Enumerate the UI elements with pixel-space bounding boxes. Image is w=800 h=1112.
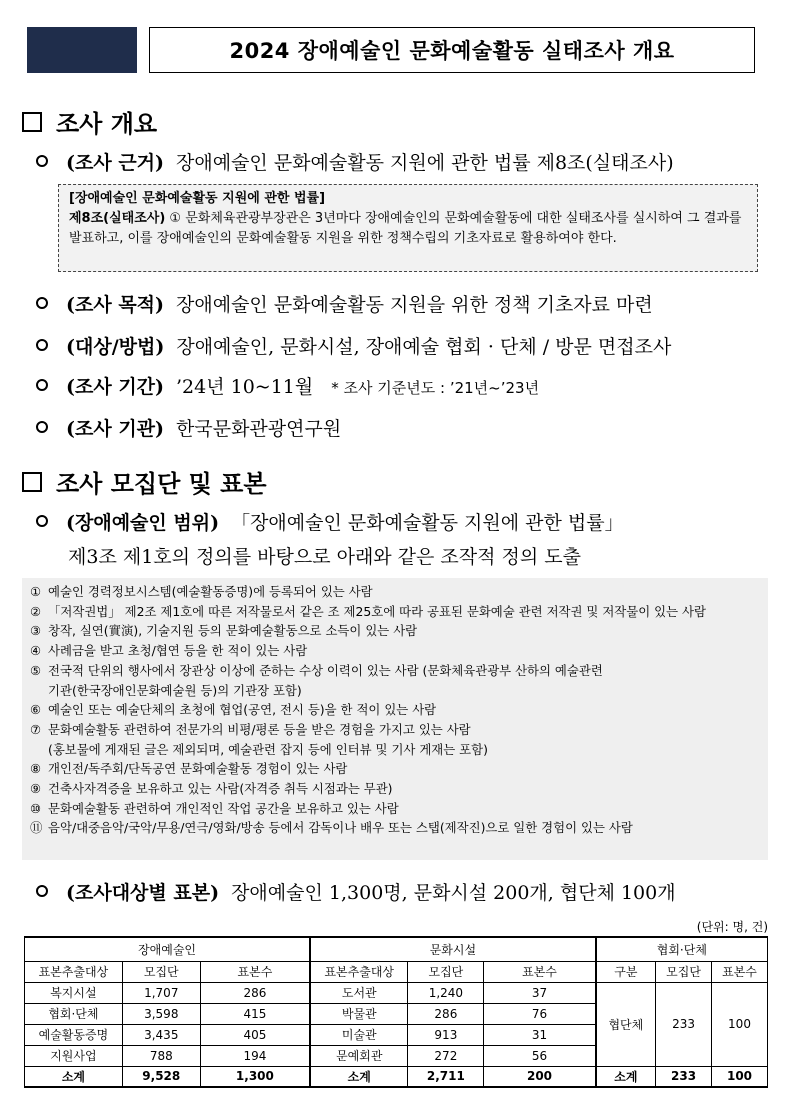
criteria-item (30, 602, 760, 622)
table-total-row (25, 1066, 768, 1087)
bullet-text: ’24년 10~11월 (176, 376, 314, 398)
bullet-text: 한국문화관광연구원 (176, 418, 342, 440)
cell: 3,435 (122, 1024, 200, 1045)
col-population: 모집단 (122, 961, 200, 982)
section-title-overview (22, 104, 157, 139)
law-box (58, 184, 758, 272)
bullet-key: (대상/방법) (66, 336, 165, 358)
cell: 복지시설 (25, 982, 123, 1003)
col-sample: 표본수 (484, 961, 596, 982)
cell: 56 (484, 1045, 596, 1066)
bullet-key: (조사 기간) (66, 376, 165, 398)
cell: 76 (484, 1003, 596, 1024)
bullet-key: (조사 기관) (66, 418, 165, 440)
criteria-num: ⑤ (30, 662, 42, 678)
criteria-item (30, 661, 760, 681)
criteria-num: ⑥ (30, 702, 42, 718)
circle-bullet-icon (36, 379, 48, 391)
criteria-num: ① (30, 584, 42, 599)
law-article: 제8조(실태조사) (69, 211, 166, 226)
header (27, 27, 755, 73)
orgs-sample-cell: 100 (712, 982, 768, 1066)
cell: 31 (484, 1024, 596, 1045)
bullet-key: (조사 목적) (66, 294, 165, 316)
criteria-item (30, 582, 760, 602)
criteria-text: 문화예술활동 관련하여 개인적인 작업 공간을 보유하고 있는 사람 (48, 800, 399, 816)
criteria-text: 문화예술활동 관련하여 전문가의 비평/평론 등을 받은 경험을 가지고 있는 사람 (48, 721, 471, 737)
criteria-text: 예술인 경력정보시스템(예술활동증명)에 등록되어 있는 사람 (48, 584, 373, 599)
criteria-item (30, 759, 760, 779)
circle-bullet-icon (36, 339, 48, 351)
criteria-item (30, 799, 760, 819)
circle-bullet-icon (36, 885, 48, 897)
cell: 박물관 (310, 1003, 408, 1024)
criteria-text: 건축사자격증을 보유하고 있는 사람(자격증 취득 시점과는 무관) (48, 781, 393, 797)
scope-line2: 제3조 제1호의 정의를 바탕으로 아래와 같은 조작적 정의 도출 (68, 546, 581, 568)
square-bullet-icon (22, 112, 42, 132)
bullet-key: (장애예술인 범위) (66, 512, 220, 534)
cell: 협회·단체 (25, 1003, 123, 1024)
criteria-continuation: (홍보물에 게재된 글은 제외되며, 예술관련 잡지 등에 인터뷰 및 기사 게재는 포함) (48, 741, 488, 757)
group-orgs: 협회·단체 (596, 937, 768, 961)
cell: 194 (200, 1045, 310, 1066)
cell: 913 (408, 1024, 484, 1045)
bullet-text: 장애예술인 1,300명, 문화시설 200개, 협단체 100개 (231, 882, 676, 904)
title-box (149, 27, 755, 73)
total-cell: 200 (484, 1066, 596, 1087)
group-facilities: 문화시설 (310, 937, 596, 961)
criteria-item (30, 818, 760, 838)
table-row (25, 982, 768, 1003)
criteria-num: ⑧ (30, 761, 42, 777)
bullet-agency (36, 414, 341, 441)
criteria-num: ④ (30, 643, 42, 659)
total-cell: 2,711 (408, 1066, 484, 1087)
circle-bullet-icon (36, 421, 48, 433)
criteria-num: ② (30, 603, 42, 619)
section-title-text: 조사 개요 (56, 110, 158, 138)
col-target: 표본추출대상 (25, 961, 123, 982)
cell: 405 (200, 1024, 310, 1045)
criteria-num: ③ (30, 623, 42, 639)
bullet-period (36, 372, 539, 399)
cell: 지원사업 (25, 1045, 123, 1066)
orgs-type-cell: 협단체 (596, 982, 656, 1066)
bullet-key: (조사대상별 표본) (66, 882, 220, 904)
period-note: * 조사 기준년도 : ’21년~’23년 (331, 379, 540, 397)
square-bullet-icon (22, 472, 42, 492)
criteria-num: ⑨ (30, 781, 42, 797)
criteria-text: 예술인 또는 예술단체의 초청에 협업(공연, 전시 등)을 한 적이 있는 사람 (48, 702, 437, 718)
cell: 예술활동증명 (25, 1024, 123, 1045)
criteria-num: ⑩ (30, 800, 42, 816)
criteria-text: 「저작권법」 제2조 제1호에 따른 저작물로서 같은 조 제25호에 따라 공표된 문화예술 관련 저작권 및 저작물이 있는 사람 (48, 603, 706, 619)
total-label: 소계 (596, 1066, 656, 1087)
criteria-text: 창작, 실연(實演), 기술지원 등의 문화예술활동으로 소득이 있는 사람 (48, 623, 418, 639)
table-header-row (25, 961, 768, 982)
bullet-text: 장애예술인 문화예술활동 지원을 위한 정책 기초자료 마련 (176, 294, 653, 316)
sample-table (24, 936, 768, 1088)
bullet-text: 장애예술인, 문화시설, 장애예술 협회 · 단체 / 방문 면접조사 (176, 336, 672, 358)
orgs-pop-cell: 233 (656, 982, 712, 1066)
col-population: 모집단 (408, 961, 484, 982)
cell: 미술관 (310, 1024, 408, 1045)
cell: 272 (408, 1045, 484, 1066)
bullet-purpose (36, 290, 653, 317)
col-target: 표본추출대상 (310, 961, 408, 982)
header-navy-block (27, 27, 137, 73)
bullet-basis (36, 148, 674, 175)
total-cell: 100 (712, 1066, 768, 1087)
law-body (69, 209, 747, 249)
table-unit: (단위: 명, 건) (696, 920, 768, 934)
criteria-item (30, 641, 760, 661)
bullet-sample (36, 878, 676, 905)
cell: 286 (200, 982, 310, 1003)
col-type: 구분 (596, 961, 656, 982)
cell: 286 (408, 1003, 484, 1024)
col-sample: 표본수 (200, 961, 310, 982)
bullet-scope (36, 508, 624, 535)
criteria-text: 전국적 단위의 행사에서 장관상 이상에 준하는 수상 이력이 있는 사람 (문화체육관광부 산하의 예술관련 (48, 662, 603, 678)
col-population: 모집단 (656, 961, 712, 982)
bullet-text: 「장애예술인 문화예술활동 지원에 관한 법률」 (231, 512, 624, 534)
cell: 1,707 (122, 982, 200, 1003)
law-text: ① 문화체육관광부장관은 3년마다 장애예술인의 문화예술활동에 대한 실태조사를 실시하여 그 결과를 발표하고, 이를 장애예술인의 문화예술활동 지원을 위한 정책수립의 기초자료로 활용하여야 한다. (69, 211, 742, 246)
total-cell: 233 (656, 1066, 712, 1087)
criteria-num: ⑪ (30, 820, 43, 836)
circle-bullet-icon (36, 515, 48, 527)
criteria-num: ⑦ (30, 721, 42, 737)
section-title-population (22, 464, 267, 499)
section-title-text: 조사 모집단 및 표본 (56, 470, 267, 498)
page-title: 2024 장애예술인 문화예술활동 실태조사 개요 (229, 39, 675, 63)
criteria-text: 음악/대중음악/국악/무용/연극/영화/방송 등에서 감독이나 배우 또는 스탭(제작진)으로 일한 경험이 있는 사람 (48, 820, 633, 836)
cell: 문예회관 (310, 1045, 408, 1066)
criteria-continuation: 기관(한국장애인문화예술원 등)의 기관장 포함) (48, 682, 302, 698)
circle-bullet-icon (36, 297, 48, 309)
cell: 37 (484, 982, 596, 1003)
criteria-item (30, 779, 760, 799)
bullet-key: (조사 근거) (66, 152, 165, 174)
cell: 1,240 (408, 982, 484, 1003)
cell: 도서관 (310, 982, 408, 1003)
criteria-text: 개인전/독주회/단독공연 문화예술활동 경험이 있는 사람 (48, 761, 348, 777)
criteria-text: 사례금을 받고 초청/협연 등을 한 적이 있는 사람 (48, 643, 308, 659)
total-cell: 1,300 (200, 1066, 310, 1087)
circle-bullet-icon (36, 155, 48, 167)
criteria-box (22, 578, 768, 860)
total-label: 소계 (25, 1066, 123, 1087)
bullet-text: 장애예술인 문화예술활동 지원에 관한 법률 제8조(실태조사) (176, 152, 674, 174)
law-title: [장애예술인 문화예술활동 지원에 관한 법률] (69, 191, 326, 206)
criteria-item (30, 720, 760, 740)
group-artists: 장애예술인 (25, 937, 311, 961)
bullet-method (36, 332, 671, 359)
cell: 788 (122, 1045, 200, 1066)
table-group-row (25, 937, 768, 961)
total-cell: 9,528 (122, 1066, 200, 1087)
criteria-item (30, 621, 760, 641)
cell: 415 (200, 1003, 310, 1024)
col-sample: 표본수 (712, 961, 768, 982)
criteria-item (30, 700, 760, 720)
total-label: 소계 (310, 1066, 408, 1087)
cell: 3,598 (122, 1003, 200, 1024)
